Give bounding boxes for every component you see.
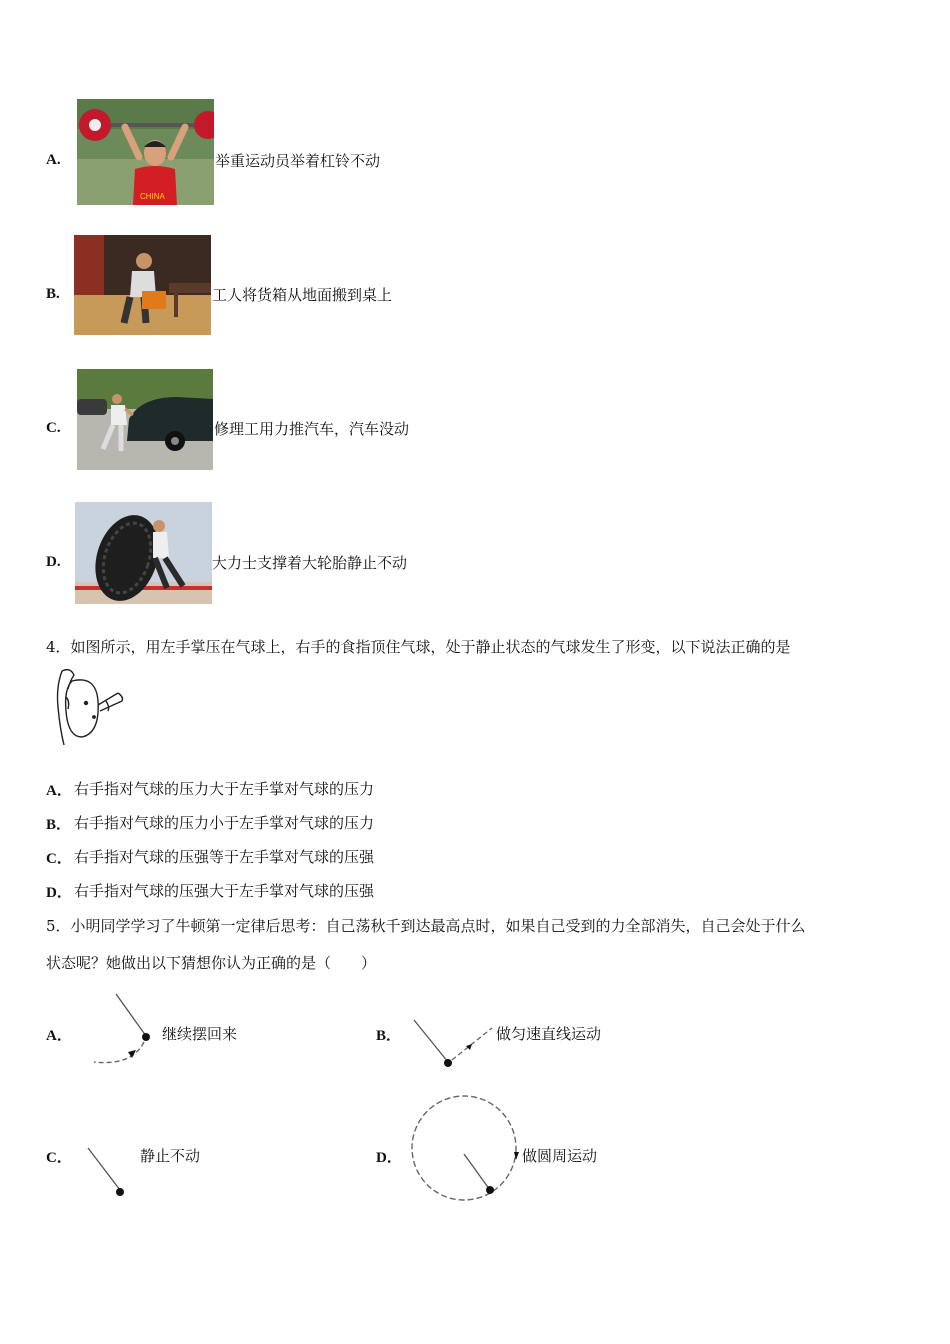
circular-motion-diagram [406, 1092, 522, 1204]
option-label-b: B. [46, 286, 60, 302]
option-text-c: 修理工用力推汽车，汽车没动 [214, 420, 410, 438]
q4-option-text-d: 右手指对气球的压强大于左手掌对气球的压强 [74, 882, 375, 900]
push-car-photo [77, 369, 213, 470]
q5-option-text-a: 继续摆回来 [162, 1025, 238, 1043]
option-text-b: 工人将货箱从地面搬到桌上 [212, 286, 393, 304]
tire-photo [75, 502, 212, 604]
static-diagram [84, 1144, 128, 1200]
option-text-a: 举重运动员举着杠铃不动 [215, 152, 381, 170]
option-text-d: 大力士支撑着大轮胎静止不动 [212, 554, 408, 572]
q4-option-label-a: A． [46, 783, 72, 799]
question-5-stem-line1: 5．小明同学学习了牛顿第一定律后思考：自己荡秋千到达最高点时，如果自己受到的力全部消失，自己会处于什么 [46, 917, 806, 935]
swing-back-diagram [88, 990, 160, 1070]
q4-option-text-a: 右手指对气球的压力大于左手掌对气球的压力 [74, 780, 375, 798]
jersey-text: CHINA [140, 192, 165, 201]
weightlifter-photo [77, 99, 214, 205]
question-5-stem-line2: 状态呢？她做出以下猜想你认为正确的是（ ） [46, 954, 377, 972]
q4-option-label-d: D． [46, 885, 72, 901]
option-label-d: D. [46, 554, 61, 570]
q4-option-label-b: B． [46, 817, 72, 833]
q5-option-label-d: D． [376, 1150, 402, 1166]
q5-option-text-b: 做匀速直线运动 [496, 1025, 602, 1043]
balloon-hands-figure [52, 667, 126, 749]
q5-option-label-b: B． [376, 1028, 402, 1044]
q4-option-text-c: 右手指对气球的压强等于左手掌对气球的压强 [74, 848, 375, 866]
q5-option-label-c: C． [46, 1150, 72, 1166]
question-4-stem: 4．如图所示，用左手掌压在气球上，右手的食指顶住气球，处于静止状态的气球发生了形变，以下说法正确的是 [46, 638, 791, 656]
q5-option-text-d: 做圆周运动 [522, 1147, 598, 1165]
q5-option-text-c: 静止不动 [140, 1147, 201, 1165]
q4-option-text-b: 右手指对气球的压力小于左手掌对气球的压力 [74, 814, 375, 832]
worker-photo [74, 235, 211, 335]
q5-option-label-a: A． [46, 1028, 72, 1044]
q4-option-label-c: C． [46, 851, 72, 867]
straight-line-diagram [410, 1016, 496, 1072]
option-label-c: C. [46, 420, 61, 436]
option-label-a: A. [46, 152, 61, 168]
